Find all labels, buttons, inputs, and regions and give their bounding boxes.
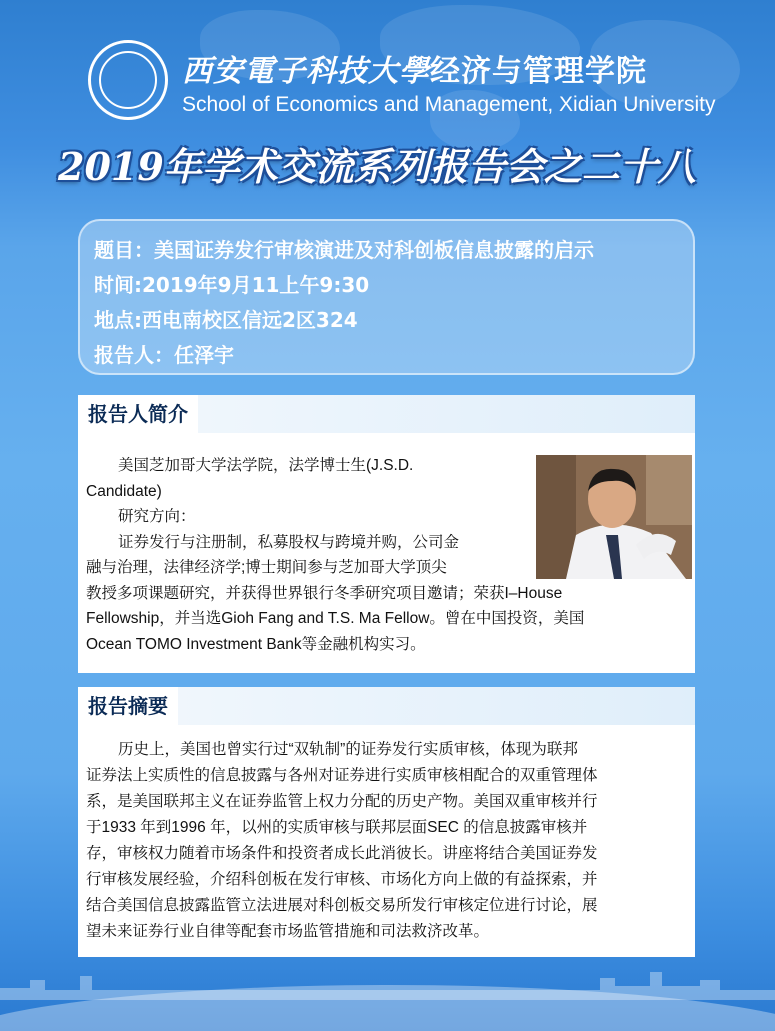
abstract-section-bar bbox=[78, 687, 695, 725]
abstract-line: 系，是美国联邦主义在证券监管上权力分配的历史产物。美国双重审核并行 bbox=[86, 793, 598, 810]
abstract-line: 存，审核权力随着市场条件和投资者成长此消彼长。讲座将结合美国证券发 bbox=[86, 845, 598, 862]
lecture-topic: 题目：美国证券发行审核演进及对科创板信息披露的启示 bbox=[94, 238, 594, 262]
series-title: 2019年学术交流系列报告会之二十八 bbox=[58, 144, 696, 189]
abstract-text bbox=[86, 737, 687, 945]
abstract-line: 望未来证券行业自律等配套市场监管措施和司法救济改革。 bbox=[86, 923, 490, 940]
lecture-location: 地点:西电南校区信远2区324 bbox=[94, 308, 358, 332]
header bbox=[0, 0, 775, 200]
abstract-heading: 报告摘要 bbox=[78, 687, 178, 725]
school-name-cn: 经济与管理学院 bbox=[430, 54, 647, 89]
seal-inner-ring bbox=[99, 51, 157, 109]
bio-line: 研究方向： bbox=[118, 508, 196, 525]
lecture-time: 时间:2019年9月11上午9:30 bbox=[94, 273, 370, 297]
bio-line: Fellowship，并当选Gioh Fang and T.S. Ma Fellow。曾在中国投资，美国 bbox=[86, 610, 585, 627]
abstract-line: 证券法上实质性的信息披露与各州对证券进行实质审核相配合的双重管理体 bbox=[86, 767, 598, 784]
speaker-photo-image bbox=[536, 455, 692, 579]
bio-line: 美国芝加哥大学法学院，法学博士生(J.S.D. bbox=[118, 457, 414, 474]
bio-content bbox=[78, 433, 695, 673]
bio-line: Candidate) bbox=[86, 482, 162, 500]
lecture-info-box bbox=[78, 219, 695, 375]
bio-section-bar bbox=[78, 395, 695, 433]
bio-heading: 报告人简介 bbox=[78, 395, 198, 433]
university-name-cn bbox=[182, 46, 647, 90]
abstract-line: 结合美国信息披露监管立法进展对科创板交易所发行审核定位进行讨论，展 bbox=[86, 897, 598, 914]
bio-line: 融与治理，法律经济学;博士期间参与芝加哥大学顶尖 bbox=[86, 559, 447, 576]
school-name-en: School of Economics and Management, Xidian University bbox=[182, 93, 716, 116]
abstract-line: 于1933 年到1996 年，以州的实质审核与联邦层面SEC 的信息披露审核并 bbox=[86, 819, 588, 836]
bio-line: 教授多项课题研究，并获得世界银行冬季研究项目邀请；荣获I–House bbox=[86, 584, 563, 602]
speaker-photo bbox=[536, 455, 692, 579]
university-seal-icon bbox=[88, 40, 168, 120]
abstract-line: 行审核发展经验，介绍科创板在发行审核、市场化方向上做的有益探索，并 bbox=[86, 871, 598, 888]
bio-line: Ocean TOMO Investment Bank等金融机构实习。 bbox=[86, 635, 426, 653]
university-name: 西安電子科技大學 bbox=[182, 54, 430, 89]
bio-line: 证券发行与注册制，私募股权与跨境并购，公司金 bbox=[118, 533, 460, 551]
abstract-content bbox=[78, 725, 695, 957]
abstract-line: 历史上，美国也曾实行过“双轨制”的证券发行实质审核，体现为联邦 bbox=[118, 741, 578, 758]
lecture-speaker: 报告人：任泽宇 bbox=[94, 343, 234, 367]
